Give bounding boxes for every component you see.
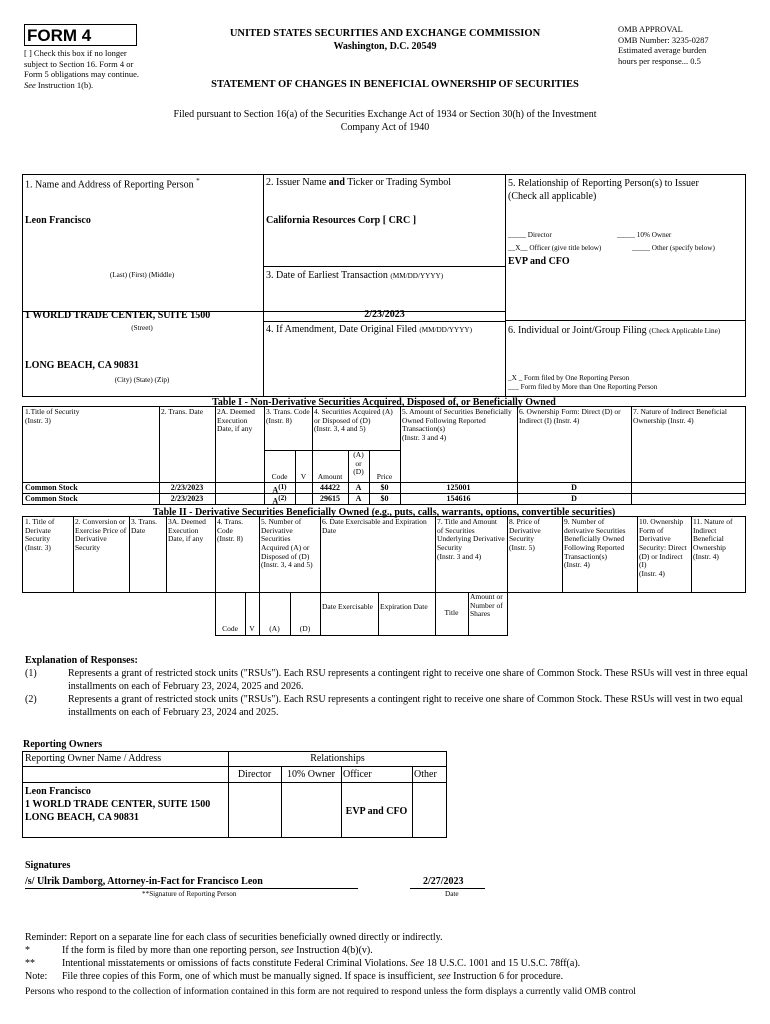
owners-col-relationships: Relationships: [310, 753, 365, 764]
earliest-transaction-date: 2/23/2023: [364, 309, 405, 320]
filing-option-more: ___ Form filed by More than One Reporting Person: [508, 383, 658, 391]
issuer-name: California Resources Corp [ CRC ]: [266, 215, 417, 226]
t1-header-owned: 5. Amount of Securities Beneficially Owned Following Reported Transaction(s) (Instr. 3 and 4): [402, 407, 512, 442]
t1-row2-owned: 154616: [446, 494, 471, 503]
t1-header-title: 1.Title of Security (Instr. 3): [25, 407, 80, 425]
grid-hline-4: [505, 320, 746, 321]
t2-header-number: 5. Number of Derivative Securities Acquired (A) or Disposed of (D) (Instr. 3, 4 and 5): [261, 517, 313, 570]
note-2-text: Represents a grant of restricted stock units ("RSUs"). Each RSU represents a contingent right to receive one share of Common Stock. These RSUs will vest in two equal installments on each of February 23, 2024 and 2025.: [68, 694, 743, 718]
box2-label: 2. Issuer Name and Ticker or Trading Symbol: [266, 177, 452, 188]
footer-dstar-mark: **: [25, 958, 35, 969]
t1-row2-code: $A^{(2)}$: [272, 494, 287, 506]
name-parts-label: (Last) (First) (Middle): [109, 271, 175, 279]
t1-row2-form: D: [571, 494, 577, 503]
box5-label: 5. Relationship of Reporting Person(s) to Issuer (Check all applicable): [508, 178, 699, 202]
footer-star-text: If the form is filed by more than one reporting person, see Instruction 4(b)(v).: [62, 945, 373, 956]
ow-h0: [22, 766, 228, 767]
t2-sub-date-ex: Date Exercisable: [322, 602, 374, 611]
box1-label: 1. Name and Address of Reporting Person *: [25, 177, 200, 191]
t2-header-nature: 11. Nature of Indirect Beneficial Ownership (Instr. 4): [693, 517, 733, 561]
footer-persons: Persons who respond to the collection of information contained in this form are not required to respond unless the form displays a currently valid OMB control: [25, 986, 636, 997]
t1-header-form: 6. Ownership Form: Direct (D) or Indirect (I) (Instr. 4): [519, 407, 621, 425]
t2-sub-d: (D): [299, 624, 311, 633]
filing-option-one: _X _ Form filed by One Reporting Person: [508, 374, 630, 382]
t1-sub-v: V: [300, 472, 307, 481]
note-2-mark: (2): [25, 694, 37, 705]
omb-approval-block: [618, 24, 758, 67]
form-title: FORM 4: [27, 26, 92, 45]
t2-sub-code: Code: [222, 624, 238, 633]
t2-header-form: 10. Ownership Form of Derivative Security: Direct (D) or Indirect (I) (Instr. 4): [639, 517, 687, 578]
t1-row1-form: D: [571, 483, 577, 492]
footer-star-mark: *: [25, 945, 30, 956]
table2-title: Table II - Derivative Securities Beneficially Owned (e.g., puts, calls, warrants, options, convertible securities): [152, 507, 616, 518]
check-box-note: [ ] Check this box if no longer subject to Section 16. Form 4 or Form 5 obligations may continue. See Instruction 1(b).: [24, 48, 139, 90]
t1-header-code: 3. Trans. Code (Instr. 8): [266, 407, 310, 425]
signature-label: **Signature of Reporting Person: [142, 890, 237, 898]
reporting-person-street: 1 WORLD TRADE CENTER, SUITE 1500: [25, 310, 211, 321]
t2-header-conversion: 2. Conversion or Exercise Price of Derivative Security: [75, 517, 127, 552]
owner-name-address: Leon Francisco 1 WORLD TRADE CENTER, SUITE 1500 LONG BEACH, CA 90831: [25, 786, 211, 823]
t1-sub-code: Code: [271, 472, 288, 481]
date-line: [410, 888, 485, 889]
t2-header-code: 4. Trans. Code (Instr. 8): [217, 517, 244, 544]
t2-sub-amount: Amount or Number of Shares: [470, 592, 503, 619]
agency-city: Washington, D.C. 20549: [333, 41, 437, 52]
owners-col-director: Director: [237, 769, 272, 780]
t2-sub-v: V: [249, 624, 255, 633]
footer-reminder: Reminder: Report on a separate line for each class of securities beneficially owned directly or indirectly.: [25, 932, 443, 943]
box4-label: 4. If Amendment, Date Original Filed (MM/DD/YYYY): [266, 324, 473, 335]
t1-row2-date: 2/23/2023: [170, 494, 204, 503]
note-1-mark: (1): [25, 668, 37, 679]
t1-row1-date: 2/23/2023: [170, 483, 204, 492]
ow-h2: [22, 782, 447, 783]
t1-sub-amount: Amount: [317, 472, 343, 481]
t2-sub-a: (A): [269, 624, 280, 633]
agency-name: UNITED STATES SECURITIES AND EXCHANGE COMMISSION: [229, 28, 541, 39]
t1-row1-ad: A: [355, 483, 362, 492]
street-label: (Street): [131, 324, 153, 332]
statement-title: STATEMENT OF CHANGES IN BENEFICIAL OWNERSHIP OF SECURITIES: [211, 79, 579, 90]
omb-number: OMB Number: 3235-0287: [618, 34, 709, 45]
ow-v1: [228, 751, 229, 838]
t2-header-price: 8. Price of Derivative Security (Instr. 5): [509, 517, 541, 552]
t1-header-nature: 7. Nature of Indirect Beneficial Ownership (Instr. 4): [633, 407, 727, 425]
t1-sub-ad: (A) or (D): [353, 450, 364, 477]
t1-row1-amount: 44422: [320, 483, 340, 492]
grid-divider-2: [505, 174, 506, 397]
t2-header-deemed: 3A. Deemed Execution Date, if any: [168, 517, 206, 544]
t1-row2-amount: 29615: [320, 494, 340, 503]
box3-label: 3. Date of Earliest Transaction (MM/DD/YYYY): [266, 270, 444, 281]
officer-title: EVP and CFO: [508, 256, 570, 267]
t1-header-acquired: 4. Securities Acquired (A) or Disposed of (D) (Instr. 3, 4 and 5): [314, 407, 393, 434]
owners-col-ten: 10% Owner: [286, 769, 336, 780]
t2-sub-v4: [320, 592, 321, 636]
city-label: (City) (State) (Zip): [114, 376, 170, 384]
footer-dstar-text: Intentional misstatements or omissions of facts constitute Federal Criminal Violations. See 18 U.S.C. 1001 and 15 U.S.C. 78ff(a).: [62, 958, 581, 969]
relationship-director: _____ Director: [508, 231, 552, 239]
burden-line2: hours per response... 0.5: [618, 55, 701, 66]
signature-date: 2/27/2023: [423, 876, 464, 887]
relationship-other: _____ Other (specify below): [632, 244, 715, 252]
table1-title: Table I - Non-Derivative Securities Acquired, Disposed of, or Beneficially Owned: [212, 397, 556, 408]
owners-col-officer: Officer: [343, 769, 372, 780]
owner-officer-title: EVP and CFO: [345, 806, 408, 817]
grid-hline-3: [263, 321, 506, 322]
ow-v4: [412, 766, 413, 838]
ow-h1: [228, 766, 447, 767]
note-1-text: Represents a grant of restricted stock units ("RSUs"). Each RSU represents a contingent right to receive one share of Common Stock. These RSUs will vest in three equal installments on each of February 23, 2024, 2025 and 2026.: [68, 668, 748, 692]
owners-col-name: Reporting Owner Name / Address: [25, 753, 162, 764]
signer-name: /s/ Ulrik Damborg, Attorney-in-Fact for Francisco Leon: [25, 876, 263, 887]
t1-sub-price: Price: [376, 472, 393, 481]
t1-header-deemed: 2A. Deemed Execution Date, if any: [217, 407, 255, 434]
owners-col-other: Other: [414, 769, 437, 780]
t2-sub-v5: [378, 592, 379, 636]
t2-header-exercisable: 6. Date Exercisable and Expiration Date: [322, 517, 427, 535]
footer-note-mark: Note:: [25, 971, 48, 982]
signatures-heading: Signatures: [25, 860, 71, 871]
t1-row2-security: Common Stock: [25, 494, 78, 503]
signature-line: [25, 888, 358, 889]
t2-sub-title: Title: [444, 608, 459, 617]
footer-note-text: File three copies of this Form, one of which must be manually signed. If space is insufficient, see Instruction 6 for procedure.: [62, 971, 564, 982]
t1-row2-price: $0: [380, 494, 389, 503]
explanation-heading: Explanation of Responses:: [25, 655, 138, 666]
grid-divider-1: [263, 174, 264, 397]
filed-pursuant: Filed pursuant to Section 16(a) of the Securities Exchange Act of 1934 or Section 30(h) of the Investment Company Act of 1940: [173, 109, 597, 133]
t2-sub-exp: Expiration Date: [380, 602, 428, 611]
relationship-officer: __X__ Officer (give title below): [508, 244, 602, 252]
t1-row1-owned: 125001: [446, 483, 471, 492]
t2-header-title: 1. Title of Derivate Security (Instr. 3): [25, 517, 55, 552]
t1-row1-price: $0: [380, 483, 389, 492]
omb-approval: OMB APPROVAL: [618, 24, 683, 34]
grid-hline-1: [263, 266, 506, 267]
t1-header-date: 2. Trans. Date: [161, 407, 204, 416]
form-title-box: [24, 24, 137, 46]
relationship-ten-pct: _____ 10% Owner: [617, 231, 672, 239]
ow-v3: [341, 766, 342, 838]
reporting-person-name: Leon Francisco: [25, 215, 91, 226]
date-label: Date: [445, 890, 459, 898]
t2-header-date: 3. Trans. Date: [131, 517, 158, 535]
burden-line1: Estimated average burden: [618, 45, 707, 56]
t1-row2-ad: A: [355, 494, 362, 503]
t1-h-sub: [264, 450, 401, 451]
t2-header-owned: 9. Number of derivative Securities Beneficially Owned Following Reported Transaction(s) (Instr. 4): [564, 517, 626, 570]
reporting-person-city: LONG BEACH, CA 90831: [25, 360, 139, 371]
t1-row1-security: Common Stock: [25, 483, 78, 492]
owners-heading: Reporting Owners: [23, 739, 103, 750]
t2-header-underlying: 7. Title and Amount of Securities Underlying Derivative Security (Instr. 3 and 4): [437, 517, 505, 561]
t1-row1-code: $A^{(1)}$: [272, 483, 287, 495]
box6-label: 6. Individual or Joint/Group Filing (Check Applicable Line): [508, 325, 721, 336]
